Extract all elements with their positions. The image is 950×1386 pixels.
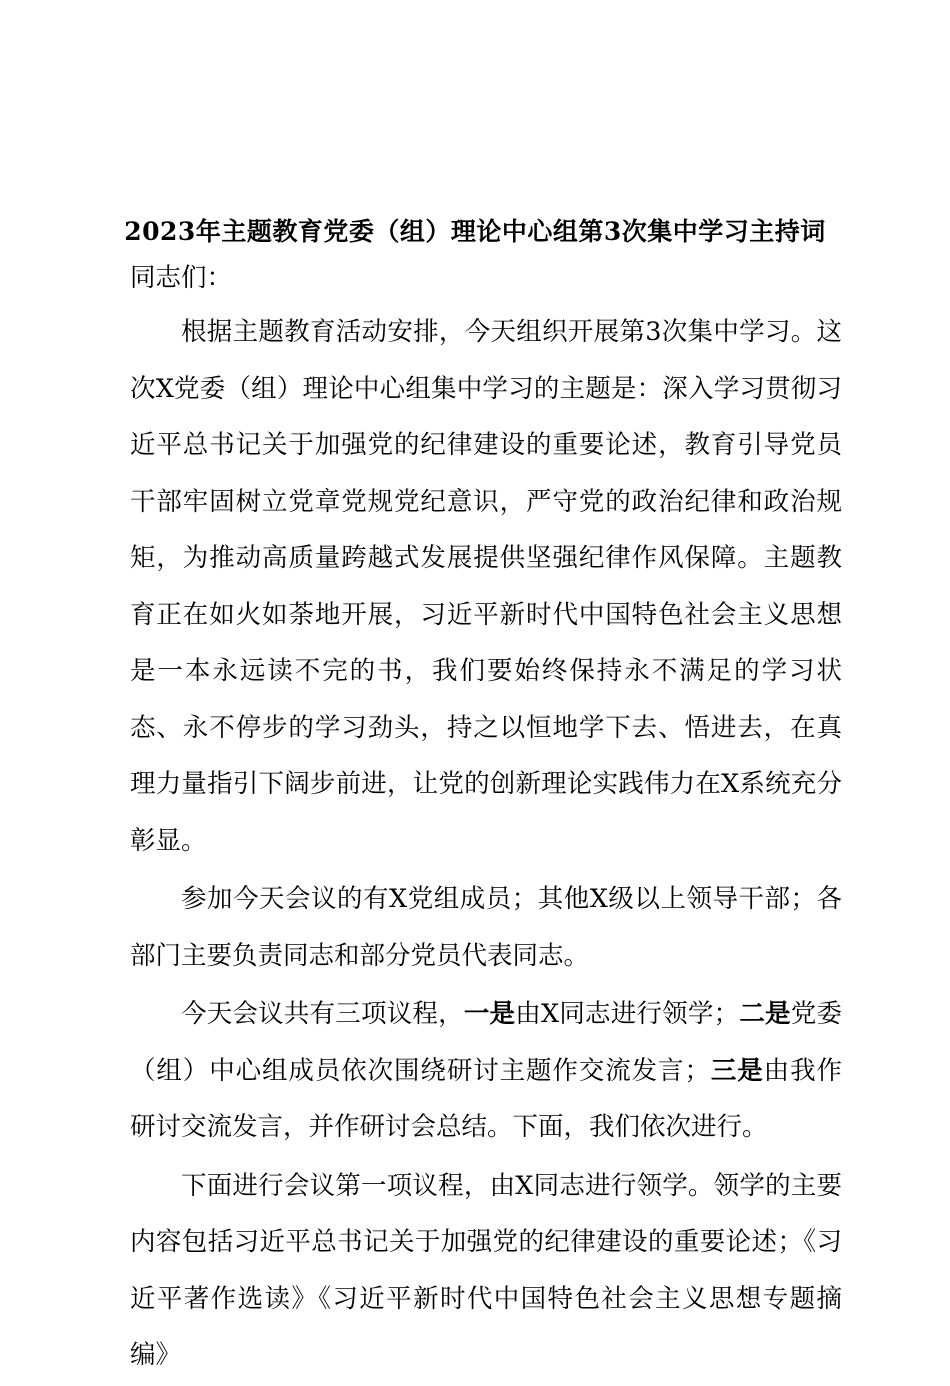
agenda-item-2-marker: 二是	[739, 999, 791, 1029]
paragraph-2: 参加今天会议的有X党组成员；其他X级以上领导干部；各部门主要负责同志和部分党员代表同志。	[130, 884, 842, 971]
paragraph-3-text-4: 由我作研讨交流发言，并作研讨会总结。下面，我们依次进行。	[130, 1055, 842, 1142]
greeting: 同志们：	[130, 263, 233, 293]
paragraph-3-text-3: 党委（组）中心组成员依次围绕研讨主题作交流发言；	[130, 999, 842, 1086]
paragraph-1: 根据主题教育活动安排，今天组织开展第3次集中学习。这次X党委（组）理论中心组集中学习的主题是：深入学习贯彻习近平总书记关于加强党的纪律建设的重要论述，教育引导党员干部牢固树立党章党规党纪意识，严守党的政治纪律和政治规矩，为推动高质量跨越式发展提供坚强纪律作风保障。主题教育正在如火如荼地开展，习近平新时代中国特色社会主义思想是一本永远读不完的书，我们要始终保持永不满足的学习状态、永不停步的学习劲头，持之以恒地学下去、悟进去，在真理力量指引下阔步前进，让党的创新理论实践伟力在X系统充分彰显。	[130, 317, 842, 856]
paragraph-3	[130, 986, 842, 1156]
paragraph-4: 下面进行会议第一项议程，由X同志进行领学。领学的主要内容包括习近平总书记关于加强党的纪律建设的重要论述；《习近平著作选读》《习近平新时代中国特色社会主义思想专题摘编》	[130, 1170, 842, 1370]
document-title: 2023年主题教育党委（组）理论中心组第3次集中学习主持词	[124, 217, 826, 246]
paragraph-3-text-2: 由X同志进行领学；	[515, 999, 740, 1029]
paragraph-3-text-1: 今天会议共有三项议程，	[181, 999, 464, 1029]
agenda-item-1-marker: 一是	[463, 999, 516, 1029]
document-body	[130, 252, 842, 1386]
agenda-item-3-marker: 三是	[709, 1055, 764, 1086]
